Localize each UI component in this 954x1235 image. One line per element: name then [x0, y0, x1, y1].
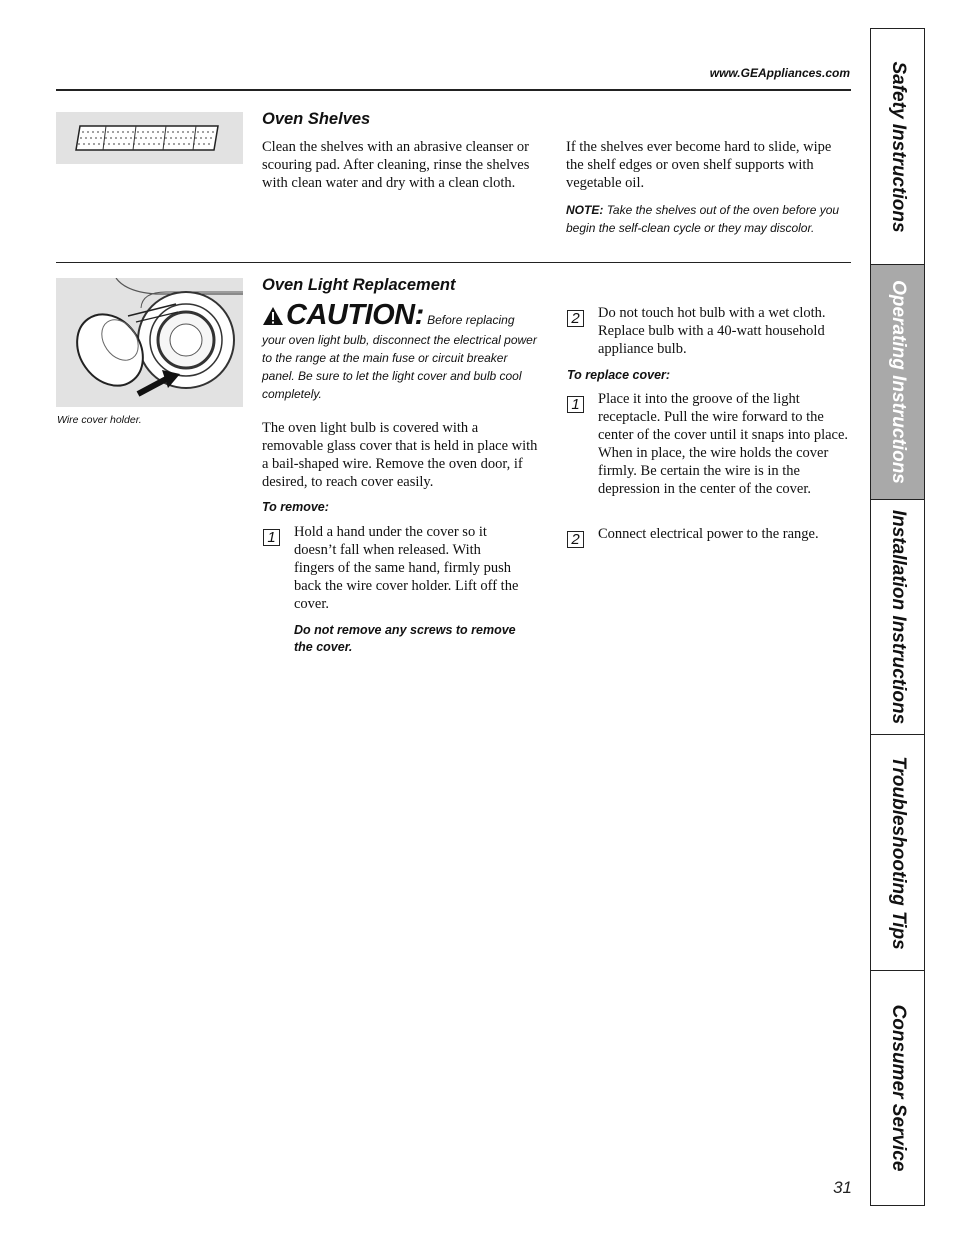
- oven-shelves-cleaning-text: Clean the shelves with an abrasive cleanser or scouring pad. After cleaning, rinse the shelves with clean water and dry with a clean cloth.: [262, 139, 530, 191]
- wire-cover-holder-caption: Wire cover holder.: [57, 414, 142, 426]
- tab-safety-instructions[interactable]: [871, 29, 924, 265]
- replace-step-2-number: 2: [567, 531, 584, 548]
- tab-label: Troubleshooting Tips: [888, 755, 909, 950]
- replace-step-1-number: 1: [567, 396, 584, 413]
- remove-step-2-text: Do not touch hot bulb with a wet cloth. Replace bulb with a 40-watt household appliance bulb.: [598, 305, 826, 357]
- note-text: Take the shelves out of the oven before you begin the self-clean cycle or they may discolor.: [566, 203, 840, 235]
- remove-step-1-number: 1: [263, 529, 280, 546]
- oven-light-intro: The oven light bulb is covered with a removable glass cover that is held in place with a bail-shaped wire. Remove the oven door, if desired, to reach cover easily.: [262, 420, 538, 490]
- remove-warning: Do not remove any screws to remove the cover.: [294, 623, 516, 654]
- oven-light-heading: Oven Light Replacement: [262, 276, 456, 294]
- oven-shelves-note: [566, 201, 848, 237]
- caution-label: CAUTION:: [286, 299, 424, 331]
- caution-text: Before replacing your oven light bulb, disconnect the electrical power to the range at the main fuse or circuit breaker panel. Be sure to let the light cover and bulb cool completely.: [262, 313, 537, 401]
- oven-shelves-heading: Oven Shelves: [262, 110, 371, 128]
- warning-triangle-icon: [262, 306, 284, 331]
- remove-step-1-text: Hold a hand under the cover so it doesn’t fall when released. With fingers of the same hand, firmly push back the wire cover holder. Lift off the cover.: [294, 524, 519, 612]
- section-divider: [56, 262, 851, 263]
- tab-label: Installation Instructions: [888, 509, 909, 725]
- oven-shelves-oil-text: If the shelves ever become hard to slide, wipe the shelf edges or oven shelf supports with vegetable oil.: [566, 139, 832, 191]
- to-replace-cover-label: To replace cover:: [567, 368, 671, 382]
- header-rule: [56, 89, 851, 91]
- note-label: NOTE:: [566, 203, 604, 217]
- page-number: 31: [833, 1178, 852, 1197]
- site-url: www.GEAppliances.com: [709, 66, 850, 80]
- section-tabs: [870, 28, 925, 1206]
- tab-installation-instructions[interactable]: [871, 500, 924, 735]
- tab-consumer-service[interactable]: [871, 971, 924, 1205]
- to-remove-label: To remove:: [262, 500, 329, 514]
- tab-troubleshooting-tips[interactable]: [871, 735, 924, 971]
- tab-label: Safety Instructions: [888, 60, 909, 233]
- tab-label: Operating Instructions: [888, 280, 909, 484]
- oven-light-illustration: [56, 278, 243, 407]
- replace-step-1-text: Place it into the groove of the light receptacle. Pull the wire forward to the center of the cover until it snaps into place. When in place, the wire holds the cover firmly. Be certain the wire is in the depression in the center of the cover.: [598, 391, 849, 497]
- remove-step-2-number: 2: [567, 310, 584, 327]
- light-cover-icon: [56, 278, 243, 407]
- tab-operating-instructions[interactable]: [871, 265, 924, 500]
- oven-shelf-illustration: [56, 112, 243, 164]
- caution-block: [262, 299, 538, 403]
- replace-step-2-text: Connect electrical power to the range.: [598, 526, 819, 542]
- oven-rack-icon: [56, 112, 243, 164]
- tab-label: Consumer Service: [888, 1004, 909, 1172]
